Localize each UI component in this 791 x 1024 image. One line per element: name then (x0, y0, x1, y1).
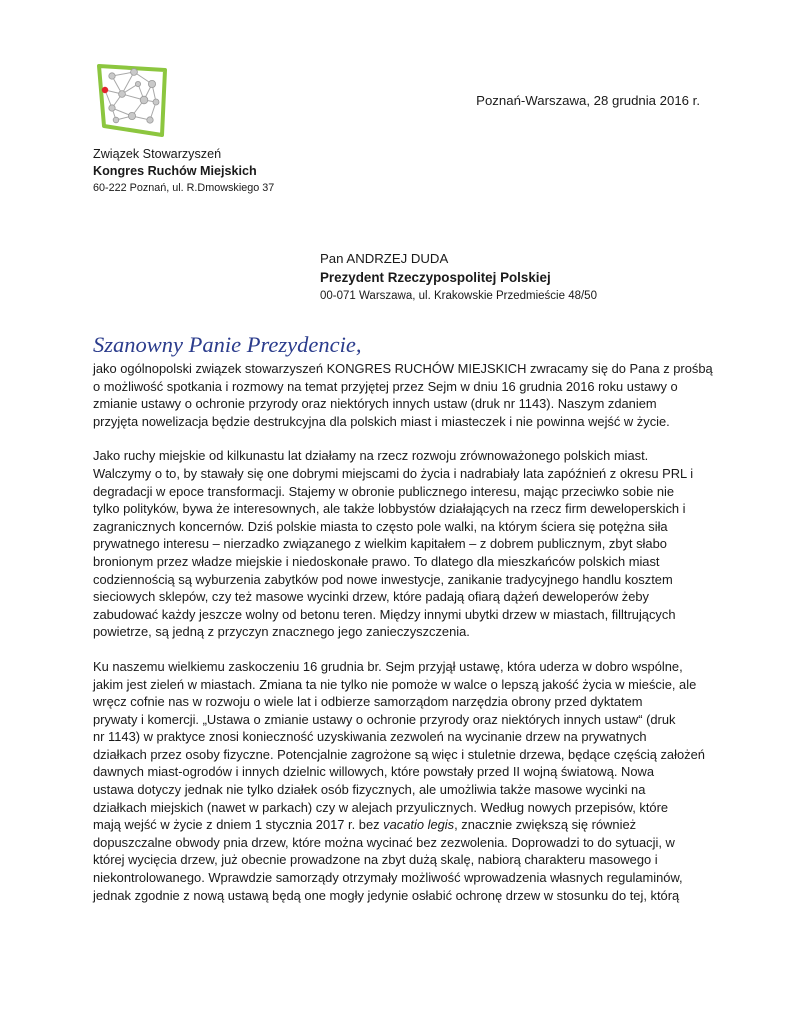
body-line: zmianie ustawy o ochronie przyrody oraz niektórych innych ustaw (druk nr 1143). Naszym zdaniem (93, 396, 657, 412)
recipient-block (320, 249, 597, 306)
body-line: bronionym przez władze miejskie i niedoskonałe prawo. To dlatego dla mieszkańców polskich miast (93, 553, 660, 569)
letter-date: Poznań-Warszawa, 28 grudnia 2016 r. (476, 93, 700, 108)
body-line: której wycięcia drzew, już obecnie prowadzone na zbyt dużą skalę, nabiorą charakteru masowego i (93, 852, 658, 868)
body-line: dawnych miast-ogrodów i innych dzielnic willowych, które powstały przed II wojną światową. Nowa (93, 764, 654, 780)
body-line: jednak zgodnie z nową ustawą będą one mogły jedynie osłabić ochronę drzew w stosunku do tej, którą (93, 887, 680, 903)
letter-body (93, 360, 713, 921)
salutation: Szanowny Panie Prezydencie, (93, 332, 362, 357)
body-line: prywaty i komercji. „Ustawa o zmianie ustawy o ochronie przyrody oraz niektórych innych ustaw“ (druk (93, 711, 676, 727)
body-line: powietrze, są jedną z przyczyn znacznego jego zanieczyszczenia. (93, 624, 470, 640)
body-line: przyjęta nowelizacja będzie destrukcyjna dla polskich miast i miasteczek i nie powinna wejść w życie. (93, 413, 670, 429)
body-line: codziennością są wyburzenia zabytków pod nowe inwestycje, zanikanie tradycyjnego handlu kosztem (93, 571, 673, 587)
recipient-address: 00-071 Warszawa, ul. Krakowskie Przedmieście 48/50 (320, 290, 597, 302)
body-line: o możliwość spotkania i rozmowy na temat przyjętej przez Sejm w dniu 16 grudnia 2016 roku ustawy o (93, 378, 678, 394)
body-line: jakim jest zieleń w miastach. Zmiana ta nie tylko nie pomoże w walce o lepszą jakość życia w mieście, ale (93, 676, 697, 692)
body-line: dopuszczalne obwody pnia drzew, które można wycinać bez zezwolenia. Doprowadzi to do sytuacji, w (93, 834, 675, 850)
recipient-title: Prezydent Rzeczypospolitej Polskiej (320, 270, 551, 285)
body-line: prywatnego interesu – nierzadko związanego z wielkim kapitałem – z dobrem publicznym, zbyt słabo (93, 536, 667, 552)
body-line: Jako ruchy miejskie od kilkunastu lat działamy na rzecz rozwoju zrównoważonego polskich miast. (93, 448, 649, 464)
body-line: ustawa dotyczy jednak nie tylko działek osób fizycznych, ale umożliwia także masowe wycinki na (93, 782, 646, 798)
paragraph-2 (93, 447, 707, 641)
body-line: wręcz cofnie nas w rozwoju o wiele lat i odbierze samorządom narzędzia obrony przed dyktatem (93, 694, 643, 710)
sender-block (93, 146, 274, 197)
sender-org-name: Kongres Ruchów Miejskich (93, 164, 257, 178)
body-line: tylko polityków, bywa że interesownych, ale także lobbystów działających na rzecz firm deweloperskich i (93, 501, 686, 517)
paragraph-3 (93, 658, 707, 904)
body-line: działkach przez osoby fizyczne. Potencjalnie zagrożone są więc i stuletnie drzewa, będące częścią założeń (93, 746, 705, 762)
kongres-ruchow-miejskich-logo (92, 62, 172, 138)
body-line: zagranicznych koncernów. Dziś polskie miasta to często pole walki, na którym ściera się potężna siła (93, 518, 668, 534)
italic-line-after: , znacznie zwiększą się również (454, 817, 637, 833)
body-line: nr 1143) w praktyce znosi konieczność uzyskiwania zezwoleń na wycinanie drzew na prywatnych (93, 729, 647, 745)
body-line-with-italic (93, 816, 707, 834)
body-line: Ku naszemu wielkiemu zaskoczeniu 16 grudnia br. Sejm przyjął ustawę, która uderza w dobro wspólne, (93, 658, 683, 674)
body-line: Walczymy o to, by stawały się one dobrymi miejscami do życia i nadrabiały lata zapóźnień z okresu PRL i (93, 465, 694, 481)
body-line: jako ogólnopolski związek stowarzyszeń KONGRES RUCHÓW MIEJSKICH zwracamy się do Pana z prośbą (93, 361, 713, 376)
body-line: zabudować każdy jeszcze wolny od betonu teren. Między innymi ubytki drzew w miastach, filltrujących (93, 606, 676, 622)
body-line: degradacji w epoce transformacji. Stajemy w obronie publicznego interesu, mając przeciwko sobie nie (93, 483, 675, 499)
body-line: niekontrolowanego. Wprawdzie samorządy otrzymały możliwość wprowadzenia własnych regulaminów, (93, 870, 683, 886)
body-line: działkach miejskich (nawet w parkach) czy w alejach przyulicznych. Według nowych przepisów, które (93, 799, 669, 815)
sender-address: 60-222 Poznań, ul. R.Dmowskiego 37 (93, 182, 275, 194)
logo-accent-dot (102, 87, 108, 93)
italic-line-before: mają wejść w życie z dniem 1 stycznia 2017 r. bez (93, 817, 384, 833)
paragraph-1 (93, 360, 713, 430)
sender-line1: Związek Stowarzyszeń (93, 147, 222, 161)
recipient-name: Pan ANDRZEJ DUDA (320, 251, 449, 266)
body-line: sieciowych sklepów, czy też masowe wycinki drzew, które padają ofiarą dążeń deweloperów żeby (93, 589, 649, 605)
vacatio-legis-term: vacatio legis (383, 817, 455, 833)
